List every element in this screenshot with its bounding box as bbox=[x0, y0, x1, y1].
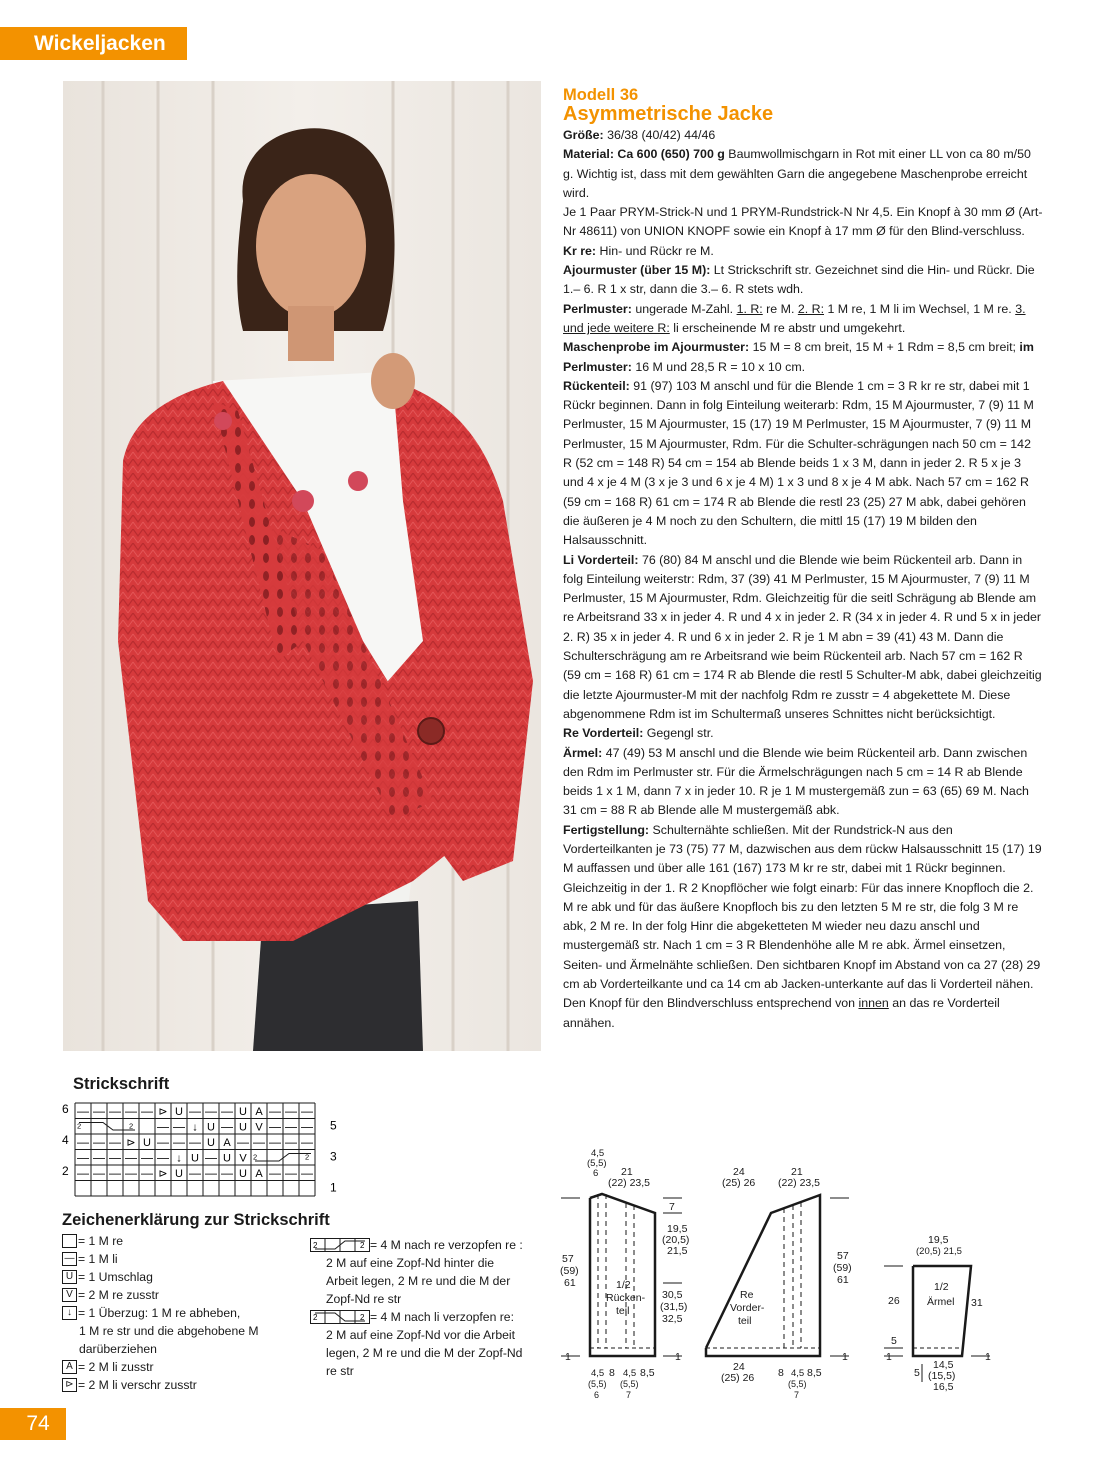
svg-text:teil: teil bbox=[616, 1305, 630, 1317]
svg-text:8: 8 bbox=[609, 1367, 615, 1379]
legend-list bbox=[62, 1232, 312, 1394]
chart-cell: — bbox=[205, 1104, 217, 1118]
svg-text:19,5: 19,5 bbox=[928, 1234, 949, 1246]
legend-symbol: V bbox=[62, 1288, 77, 1302]
chart-cell: — bbox=[157, 1135, 169, 1149]
pattern-title: Asymmetrische Jacke bbox=[563, 103, 774, 125]
chart-cell: — bbox=[237, 1135, 249, 1149]
chart-cell: — bbox=[109, 1150, 121, 1165]
legend-item: ↓ = 1 Überzug: 1 M re abheben, bbox=[62, 1304, 312, 1322]
chart-cell: — bbox=[221, 1166, 233, 1180]
svg-text:(5,5): (5,5) bbox=[588, 1379, 607, 1389]
chart-cell: ⊳ bbox=[158, 1106, 168, 1118]
chart-row-number-right: 1 bbox=[330, 1180, 337, 1195]
paragraph-ajour: Ajourmuster (über 15 M): Lt Strickschrift str. Gezeichnet sind die Hin- und Rückr. Die 1.– 6. R 1 x str, dann die 3.– 6. R stets wdh. bbox=[563, 263, 1035, 297]
legend-cables bbox=[310, 1236, 535, 1380]
chart-cell: — bbox=[93, 1135, 105, 1149]
chart-cell: — bbox=[189, 1135, 201, 1149]
chart-cell: — bbox=[285, 1135, 297, 1149]
chart-cell: — bbox=[189, 1166, 201, 1180]
schematic-sleeve bbox=[884, 1266, 990, 1356]
chart-cell: — bbox=[125, 1150, 137, 1165]
chart-cell: — bbox=[269, 1119, 281, 1134]
chart-cell: — bbox=[125, 1166, 137, 1180]
svg-text:8,5: 8,5 bbox=[807, 1367, 822, 1379]
svg-text:24: 24 bbox=[733, 1361, 745, 1373]
chart-cell: — bbox=[301, 1166, 313, 1180]
svg-text:Re: Re bbox=[740, 1289, 754, 1301]
chart-cell: — bbox=[205, 1150, 217, 1165]
svg-text:7: 7 bbox=[626, 1390, 632, 1400]
svg-text:(5,5): (5,5) bbox=[788, 1379, 807, 1389]
legend-cable-continued: Arbeit legen, 2 M re und die M der bbox=[326, 1274, 511, 1288]
chart-cell: — bbox=[301, 1104, 313, 1118]
svg-text:6: 6 bbox=[594, 1390, 600, 1400]
paragraph-material: Material: Ca 600 (650) 700 g Baumwollmischgarn in Rot mit einer LL von ca 80 m/50 g. Wichtig ist, dass mit dem gewählten Garn die angegebene Maschenprobe erreicht wird. bbox=[563, 147, 1031, 200]
legend-symbol: — bbox=[62, 1252, 77, 1266]
chart-heading: Strickschrift bbox=[73, 1075, 170, 1093]
chart-cell: ↓ bbox=[176, 1152, 182, 1165]
svg-text:(25) 26: (25) 26 bbox=[721, 1372, 755, 1384]
chart-cell: — bbox=[189, 1104, 201, 1118]
chart-cell: A bbox=[255, 1168, 263, 1180]
svg-text:16,5: 16,5 bbox=[933, 1381, 954, 1393]
pattern-instructions bbox=[563, 86, 1043, 1033]
legend-symbol: ⊳ bbox=[62, 1378, 77, 1392]
chart-cell: — bbox=[93, 1166, 105, 1180]
svg-text:2: 2 bbox=[360, 1241, 365, 1250]
chart-cell: A bbox=[223, 1137, 231, 1149]
chart-cell: U bbox=[175, 1106, 183, 1118]
paragraph-right-front: Re Vorderteil: Gegengl str. bbox=[563, 726, 714, 741]
chart-cell: U bbox=[239, 1168, 247, 1180]
legend-cable-continued: legen, 2 M re und die M der Zopf-Nd bbox=[326, 1346, 523, 1360]
legend-item: U = 1 Umschlag bbox=[62, 1268, 312, 1286]
svg-text:5: 5 bbox=[891, 1335, 897, 1347]
paragraph-kr-re: Kr re: Hin- und Rückr re M. bbox=[563, 243, 714, 258]
paragraph-needles: Je 1 Paar PRYM-Strick-N und 1 PRYM-Rundstrick-N Nr 4,5. Ein Knopf à 30 mm Ø (Art-Nr 48611) von UNION KNOPF sowie ein Knopf à 17 mm Ø für den Blind-verschluss. bbox=[563, 205, 1043, 239]
chart-cell: — bbox=[285, 1104, 297, 1118]
chart-cell: V bbox=[255, 1121, 263, 1134]
chart-cell: — bbox=[173, 1119, 185, 1134]
chart-cell: ↓ bbox=[192, 1121, 198, 1134]
chart-cell: — bbox=[141, 1150, 153, 1165]
paragraph-back: Rückenteil: 91 (97) 103 M anschl und für die Blende 1 cm = 3 R kr re str, dabei mit 1 Rückr beginnen. Dann in folg Einteilung weiterarb: Rdm, 15 M Ajourmuster, 7 (9) 11 M Perlmuster, 15 M Ajourmuster, 15 (17) 19 M Perlmuster, 15 M Ajourmuster, 7 (9) 11 M Perlmuster, 15 M Ajourmuster, Rdm. Für die Schulter-schrägungen nach 50 cm = 142 R (52 cm = 148 R) 54 cm = 154 ab Blende beids 1 x 3 M, dann in jeder 2. R 5 x je 3 und 4 x je 4 M (3 x je 3 und 6 x je 4 M) 1 x 3 und 8 x je 4 M abk. Nach 57 cm = 162 R (59 cm = 168 R) 61 cm = 174 R ab Blende die restl 23 (25) 27 M abk, dabei gehören die äußeren je 4 M noch zu den Schultern, die mittl 15 (17) 19 M bilden den Halsausschnitt. bbox=[563, 378, 1034, 548]
chart-cable-number: 2 bbox=[253, 1152, 258, 1162]
svg-text:14,5: 14,5 bbox=[933, 1359, 954, 1371]
svg-text:4,5: 4,5 bbox=[623, 1368, 637, 1379]
svg-text:(59): (59) bbox=[833, 1262, 852, 1274]
svg-text:26: 26 bbox=[888, 1295, 900, 1307]
page-number: 74 bbox=[0, 1408, 66, 1440]
svg-text:4,5: 4,5 bbox=[591, 1368, 605, 1379]
schematic-front bbox=[706, 1195, 849, 1356]
chart-cell: — bbox=[109, 1166, 121, 1180]
legend-item: = 1 M re bbox=[62, 1232, 312, 1250]
svg-text:1/2: 1/2 bbox=[616, 1279, 631, 1291]
chart-cell: — bbox=[269, 1104, 281, 1118]
svg-text:(22) 23,5: (22) 23,5 bbox=[608, 1177, 651, 1189]
chart-cell: — bbox=[77, 1166, 89, 1180]
paragraph-left-front: Li Vorderteil: 76 (80) 84 M anschl und die Blende wie beim Rückenteil arb. Dann in folg Einteilung weiterstr: Rdm, 37 (39) 41 M Perlmuster, 15 M Ajourmuster, 7 (9) 11 M Perlmuster, 15 M Ajourmuster, Rdm. Gleichzeitig für die seitl Schrägung ab Blende am re Arbeitsrand 33 x in jeder 4. R und 4 x in jeder 2. R (34 x in jeder 4. R und 5 x in jeder 2. R) 35 x in jeder 4. R und 6 x in jeder 2. R je 1 M abn = 39 (41) 43 M. Dann die Schulterschrägung am re Arbeitsrand wie beim Rückenteil arb. Nach 57 cm = 162 R (59 cm = 168 R) 61 cm = 174 R ab Blende die restl 5 Schulter-M abk, dabei gleichzeitig die letzte Ajourmuster-M mit der nachfolg Rdm re zusstr = 4 abgekettete M. Diese abgenommene Rdm ist im Schultermaß unseres Schnittes nicht berücksichtigt. bbox=[563, 552, 1042, 721]
schematic-back-labels bbox=[587, 1148, 607, 1179]
chart-cell: — bbox=[221, 1104, 233, 1118]
svg-text:6: 6 bbox=[593, 1168, 599, 1179]
legend-cable-item: 2 2 = 4 M nach re verzopfen re : bbox=[310, 1236, 535, 1254]
chart-cell: — bbox=[77, 1104, 89, 1118]
schematic-back bbox=[561, 1194, 682, 1356]
svg-text:1: 1 bbox=[675, 1351, 681, 1363]
model-number: Modell 36 bbox=[563, 86, 639, 104]
model-photo bbox=[63, 81, 541, 1051]
svg-text:30,5: 30,5 bbox=[662, 1289, 683, 1301]
chart-cell: — bbox=[93, 1104, 105, 1118]
svg-text:7: 7 bbox=[669, 1201, 675, 1213]
svg-text:61: 61 bbox=[837, 1274, 849, 1286]
chart-cell: — bbox=[269, 1166, 281, 1180]
chart-cell: — bbox=[93, 1150, 105, 1165]
legend-symbol bbox=[62, 1234, 77, 1248]
chart-cell: ⊳ bbox=[126, 1137, 136, 1149]
svg-text:2: 2 bbox=[360, 1313, 365, 1322]
legend-cable-continued: Zopf-Nd re str bbox=[326, 1292, 402, 1306]
legend-cable-continued: 2 M auf eine Zopf-Nd hinter die bbox=[326, 1256, 495, 1270]
svg-text:7: 7 bbox=[794, 1390, 800, 1400]
chart-cell: — bbox=[109, 1135, 121, 1149]
chart-cell: — bbox=[109, 1104, 121, 1118]
paragraph-finishing: Fertigstellung: Schulternähte schließen. Mit der Rundstrick-N aus den Vorderteilkanten je 73 (75) 77 M, dazwischen aus dem rückw Halsausschnitt 15 (17) 19 M auffassen und über alle 161 (167) 173 M kr re str, dabei mit 1 Rückr beginnen. Gleichzeitig in der 1. R 2 Knopflöcher wie folgt einarb: Für das innere Knopfloch die 2. M re abk und für das äußere Knopfloch bis zu den letzten 5 M re str, die folg 3 M re abk, 2 M re. In der folg Hinr die abgeketteten M wieder neu dazu anschl und mustergemäß str. Nach 1 cm = 3 R Blendenhöhe alle M re abk. Ärmel einsetzen, Seiten- und Ärmelnähte schließen. Den sichtbaren Knopf im Abstand von ca 27 (28) 29 cm ab Vorderteilkante und ca 14 cm ab Jacken-unterkante auf das li Vorderteil nähen. Den Knopf für den Blindverschluss entsprechend von innen an das re Vorderteil annähen. bbox=[563, 822, 1042, 1030]
svg-text:(20,5) 21,5: (20,5) 21,5 bbox=[916, 1246, 962, 1257]
chart-cell: — bbox=[301, 1135, 313, 1149]
chart-row-number-left: 6 bbox=[62, 1102, 69, 1116]
legend-symbol: ↓ bbox=[62, 1306, 77, 1320]
svg-text:1: 1 bbox=[985, 1351, 991, 1363]
legend-symbol: A bbox=[62, 1360, 77, 1374]
svg-text:61: 61 bbox=[564, 1277, 576, 1289]
svg-text:(20,5): (20,5) bbox=[662, 1234, 690, 1246]
chart-cell: — bbox=[141, 1166, 153, 1180]
svg-text:(15,5): (15,5) bbox=[928, 1370, 956, 1382]
chart-cable-number: 2 bbox=[305, 1152, 310, 1162]
svg-text:5: 5 bbox=[914, 1367, 920, 1379]
chart-cell: — bbox=[173, 1135, 185, 1149]
svg-text:Rücken-: Rücken- bbox=[606, 1292, 646, 1304]
paragraph-perl: Perlmuster: ungerade M-Zahl. 1. R: re M. 2. R: 1 M re, 1 M li im Wechsel, 1 M re. 3. und jede weitere R: li erscheinende M re abstr und umgekehrt. bbox=[563, 301, 1026, 335]
chart-cell: — bbox=[77, 1150, 89, 1165]
chart-cell: — bbox=[141, 1104, 153, 1118]
svg-text:32,5: 32,5 bbox=[662, 1313, 683, 1325]
paragraph-gauge: Maschenprobe im Ajourmuster: 15 M = 8 cm breit, 15 M + 1 Rdm = 8,5 cm breit; im Perlmuster: 16 M und 28,5 R = 10 x 10 cm. bbox=[563, 340, 1034, 374]
legend-item: A = 2 M li zusstr bbox=[62, 1358, 312, 1376]
svg-text:21: 21 bbox=[791, 1166, 803, 1178]
svg-text:31: 31 bbox=[971, 1297, 983, 1309]
chart-cell: — bbox=[157, 1150, 169, 1165]
svg-text:24: 24 bbox=[733, 1166, 745, 1178]
chart-cell: — bbox=[285, 1166, 297, 1180]
chart-cell: — bbox=[77, 1135, 89, 1149]
chart-cell: U bbox=[207, 1121, 215, 1134]
chart-row-number-left: 2 bbox=[62, 1164, 69, 1178]
svg-text:Vorder-: Vorder- bbox=[730, 1302, 765, 1314]
chart-cell: U bbox=[223, 1152, 231, 1165]
chart-cell: — bbox=[125, 1104, 137, 1118]
svg-text:(31,5): (31,5) bbox=[660, 1301, 688, 1313]
chart-cell: — bbox=[269, 1135, 281, 1149]
svg-text:1: 1 bbox=[886, 1351, 892, 1363]
chart-cell: — bbox=[253, 1135, 265, 1149]
chart-cell: U bbox=[207, 1137, 215, 1149]
svg-text:1/2: 1/2 bbox=[934, 1281, 949, 1293]
chart-cell: — bbox=[157, 1119, 169, 1134]
svg-text:1: 1 bbox=[842, 1351, 848, 1363]
svg-text:(22) 23,5: (22) 23,5 bbox=[778, 1177, 821, 1189]
chart-cell: U bbox=[175, 1168, 183, 1180]
chart-cell: — bbox=[221, 1119, 233, 1134]
svg-text:(59): (59) bbox=[560, 1265, 579, 1277]
svg-text:(25) 26: (25) 26 bbox=[722, 1177, 756, 1189]
svg-text:2: 2 bbox=[313, 1241, 318, 1250]
svg-text:21,5: 21,5 bbox=[667, 1245, 688, 1257]
paragraph-size: Größe: 36/38 (40/42) 44/46 bbox=[563, 128, 716, 142]
section-tab: Wickeljacken bbox=[0, 27, 187, 60]
svg-text:57: 57 bbox=[562, 1253, 574, 1265]
legend-heading: Zeichenerklärung zur Strickschrift bbox=[62, 1211, 330, 1229]
svg-text:19,5: 19,5 bbox=[667, 1223, 688, 1235]
chart-cell: ⊳ bbox=[158, 1168, 168, 1180]
legend-cable-continued: 2 M auf eine Zopf-Nd vor die Arbeit bbox=[326, 1328, 516, 1342]
svg-text:4,5: 4,5 bbox=[791, 1368, 805, 1379]
legend-item: V = 2 M re zusstr bbox=[62, 1286, 312, 1304]
svg-text:1: 1 bbox=[565, 1351, 571, 1363]
legend-item-continued: darüberziehen bbox=[79, 1342, 157, 1356]
chart-cell: — bbox=[205, 1166, 217, 1180]
paragraph-sleeve: Ärmel: 47 (49) 53 M anschl und die Blende wie beim Rückenteil arb. Dann zwischen den Rdm im Perlmuster str. Für die Ärmelschrägungen nach 5 cm = 14 R ab Blende beids 1 x 1 M, dann 7 x in jeder 10. R je 1 M mustergemäß zun = 63 (65) 69 M. Nach 31 cm = 88 R ab Blende alle M mustergemäß abk. bbox=[563, 745, 1029, 818]
legend-item: ⊳ = 2 M li verschr zusstr bbox=[62, 1376, 312, 1394]
chart-cell: — bbox=[301, 1119, 313, 1134]
schematic-diagrams bbox=[558, 1148, 1058, 1408]
legend-symbol: U bbox=[62, 1270, 77, 1284]
svg-text:57: 57 bbox=[837, 1250, 849, 1262]
chart-cell: V bbox=[239, 1152, 247, 1165]
legend-cable-continued: re str bbox=[326, 1364, 354, 1378]
chart-cable-number: 2 bbox=[77, 1121, 82, 1131]
cable-symbol-icon bbox=[310, 1238, 370, 1252]
chart-cell: — bbox=[285, 1119, 297, 1134]
chart-cell: U bbox=[239, 1121, 247, 1134]
svg-text:teil: teil bbox=[738, 1315, 752, 1327]
chart-cell: U bbox=[143, 1137, 151, 1149]
svg-text:8: 8 bbox=[778, 1367, 784, 1379]
legend-cable-item: 2 2 = 4 M nach li verzopfen re: bbox=[310, 1308, 535, 1326]
chart-cable-number: 2 bbox=[129, 1121, 134, 1131]
chart-cell: A bbox=[255, 1106, 263, 1118]
chart-row-number-right: 3 bbox=[330, 1149, 337, 1164]
svg-text:Ärmel: Ärmel bbox=[927, 1296, 955, 1308]
svg-text:(5,5): (5,5) bbox=[620, 1379, 639, 1389]
svg-text:2: 2 bbox=[313, 1313, 318, 1322]
cable-symbol-icon bbox=[310, 1310, 370, 1324]
svg-text:4,5: 4,5 bbox=[591, 1148, 605, 1159]
svg-text:(5,5): (5,5) bbox=[587, 1158, 607, 1169]
chart-cell: U bbox=[191, 1152, 199, 1165]
legend-item-continued: 1 M re str und die abgehobene M bbox=[79, 1324, 259, 1338]
legend-item: — = 1 M li bbox=[62, 1250, 312, 1268]
chart-row-number-left: 4 bbox=[62, 1133, 69, 1147]
knitting-chart bbox=[60, 1100, 350, 1200]
chart-row-number-right: 5 bbox=[330, 1118, 337, 1133]
svg-text:21: 21 bbox=[621, 1166, 633, 1178]
chart-cell: U bbox=[239, 1106, 247, 1118]
svg-text:8,5: 8,5 bbox=[640, 1367, 655, 1379]
